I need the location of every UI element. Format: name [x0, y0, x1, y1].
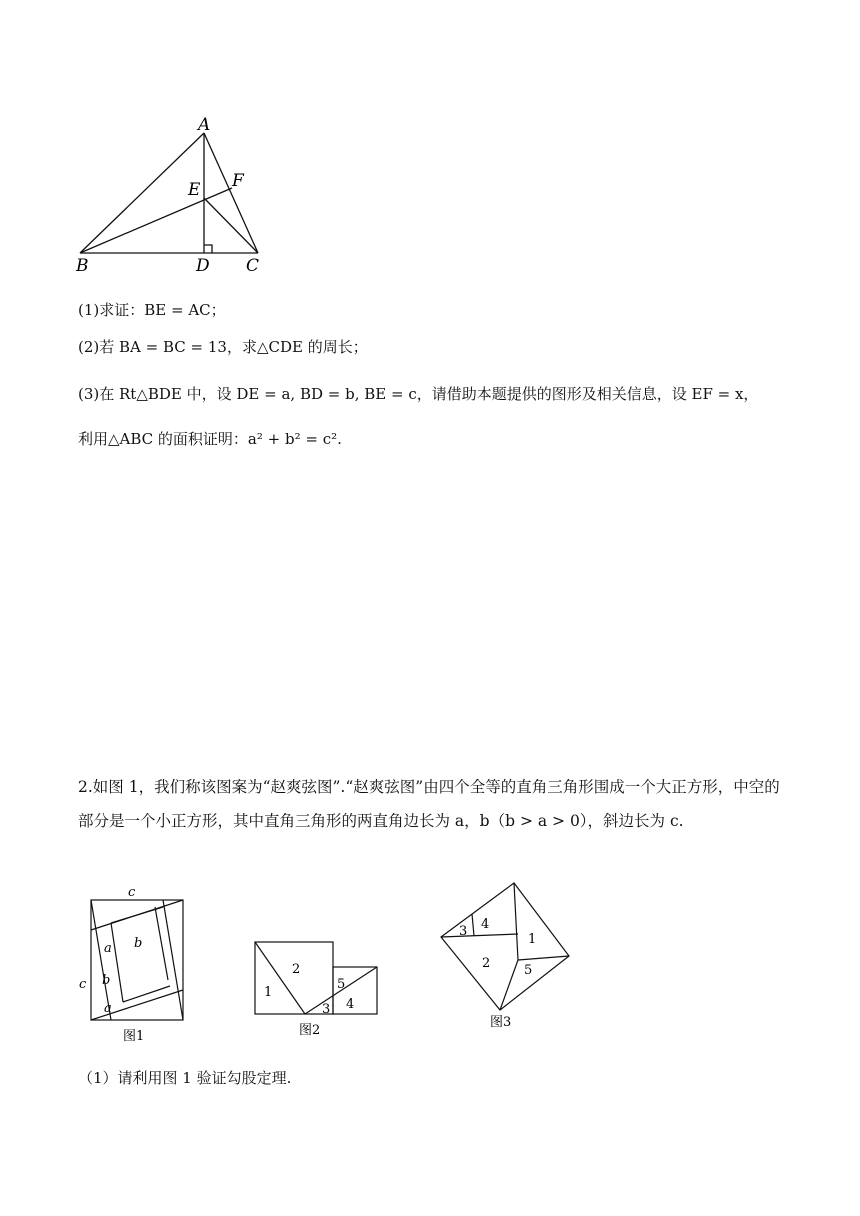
problem2-intro: 2.如图 1，我们称该图案为“赵爽弦图”.“赵爽弦图”由四个全等的直角三角形围成一个大正方形，中空的部分是一个小正方形，其中直角三角形的两直角边长为 a，b（b > a > 0），斜边长为 c.	[78, 778, 780, 830]
label-a: A	[198, 115, 211, 135]
problem2-question1: （1）请利用图 1 验证勾股定理.	[78, 1069, 292, 1087]
zhao-label-c-left: c	[79, 977, 87, 992]
problem2-figures	[0, 870, 860, 1050]
label-c: C	[246, 256, 260, 276]
label-e: E	[188, 180, 201, 200]
zhao-label-c-top: c	[128, 885, 136, 900]
figure2-label-3: 3	[322, 1002, 331, 1017]
figure2-label-1: 1	[264, 985, 273, 1000]
figure2-caption: 图2	[299, 1023, 321, 1038]
problem1-question3-line1: (3)在 Rt△BDE 中，设 DE = a, BD = b, BE = c，请借助本题提供的图形及相关信息，设 EF = x，	[78, 385, 759, 403]
figure2-label-5: 5	[337, 977, 346, 992]
figure3-label-3: 3	[459, 924, 468, 939]
segment-bf	[80, 188, 232, 253]
segment-ab	[80, 133, 204, 253]
figure3-label-2: 2	[482, 956, 491, 971]
figure3-label-1: 1	[528, 932, 537, 947]
zhao-label-a-2: a	[104, 1001, 112, 1016]
label-d: D	[196, 256, 210, 276]
problem1-question1: (1)求证：BE = AC；	[78, 301, 226, 319]
zhao-label-b-2: b	[102, 973, 111, 988]
zhao-label-a-1: a	[104, 941, 112, 956]
label-b: B	[76, 256, 89, 276]
figure-3	[441, 883, 569, 1010]
problem1-question2: (2)若 BA = BC = 13，求△CDE 的周长；	[78, 338, 368, 356]
zhao-label-b-1: b	[134, 936, 143, 951]
segment-ac	[204, 133, 258, 253]
figure-zhao-caption: 图1	[123, 1029, 145, 1044]
figure3-label-4: 4	[481, 917, 490, 932]
figure3-label-5: 5	[524, 963, 533, 978]
figure-2	[255, 942, 377, 1014]
problem1-question3-line2: 利用△ABC 的面积证明：a² + b² = c².	[78, 430, 342, 448]
figure2-label-4: 4	[346, 997, 355, 1012]
right-angle-mark	[204, 245, 212, 253]
label-f: F	[232, 171, 244, 191]
figure2-label-2: 2	[292, 962, 301, 977]
figure3-caption: 图3	[490, 1015, 512, 1030]
triangle-figure	[0, 0, 860, 290]
